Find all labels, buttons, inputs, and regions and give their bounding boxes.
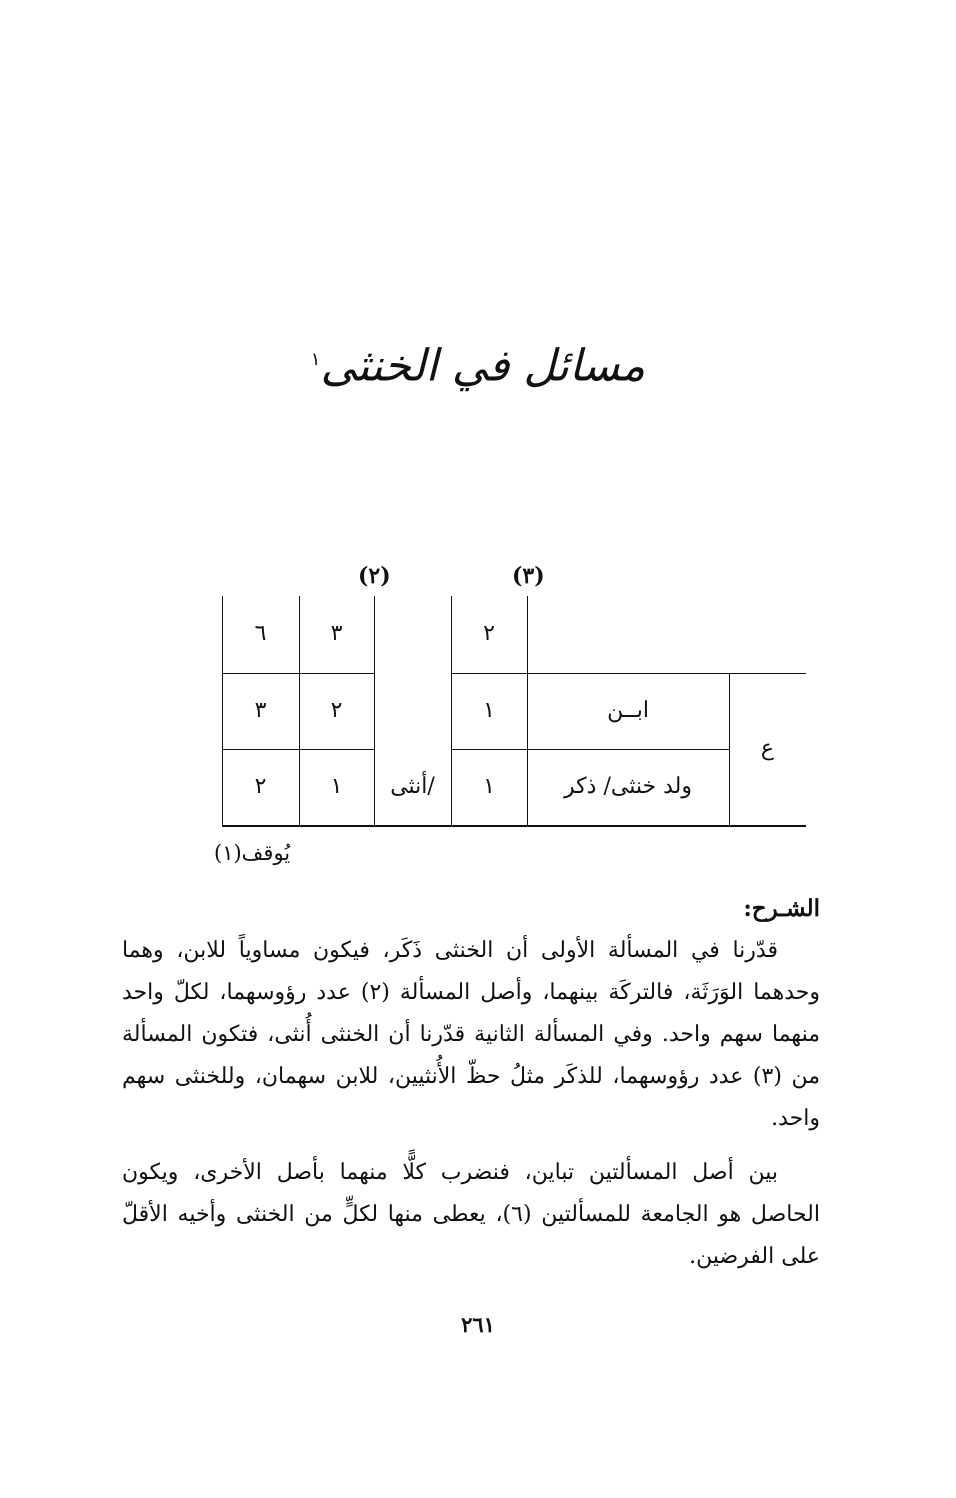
page-number: ٢٦١ [461,1312,495,1337]
table-cell: ٣ [330,621,343,646]
side-label: ع [760,736,775,761]
table-cell: ٢ [483,621,495,646]
table-cell: ٦ [254,621,267,646]
table-cell: ٢ [254,774,267,799]
commentary-heading: الشـرح: [743,895,820,922]
female-assumption-label: /أنثى [390,774,435,799]
column-ref-case3: (٣) [512,563,545,589]
title-footnote-mark: ١ [310,349,321,370]
column-ref-case2: (٢) [358,563,391,589]
heir-label-son: ابــن [607,698,649,723]
commentary-paragraph: قدّرنا في المسألة الأولى أن الخنثى ذَكَر، فيكون مساوياً للابن، وهما وحدهما الوَرَثَة، فالتركَة بينهما، وأصل المسألة (٢) عدد رؤوسهما، لكلّ واحد منهما سهم واحد. وفي المسألة الثانية قدّرنا أن الخنثى أُنثى، فتكون المسألة من (٣) عدد رؤوسهما، للذكَر مثلُ حظّ الأُنثيين، للابن سهمان، وللخنثى سهم واحد. [122,938,821,1131]
commentary-paragraph: بين أصل المسألتين تباين، فنضرب كلًّا منهما بأصل الأخرى، ويكون الحاصل هو الجامعة للمسألتين (٦)، يعطى منها لكلٍّ من الخنثى وأخيه الأقلّ على الفرضين. [122,1160,820,1269]
table-cell: ٣ [254,698,267,723]
table-cell: ١ [483,774,495,799]
page-title-text: مسائل في الخنثى [320,340,646,392]
table-cell: ١ [330,774,343,799]
inheritance-table [222,596,806,828]
commentary [122,888,820,1278]
heir-label-hermaphrodite: ولد خنثى/ ذكر [564,774,692,799]
table-bottom-border [222,825,806,827]
table-cell: ٢ [330,698,343,723]
table-cell: ١ [483,698,495,723]
suspended-share-note: يُوقف(١) [214,841,291,865]
page-title [0,330,956,397]
